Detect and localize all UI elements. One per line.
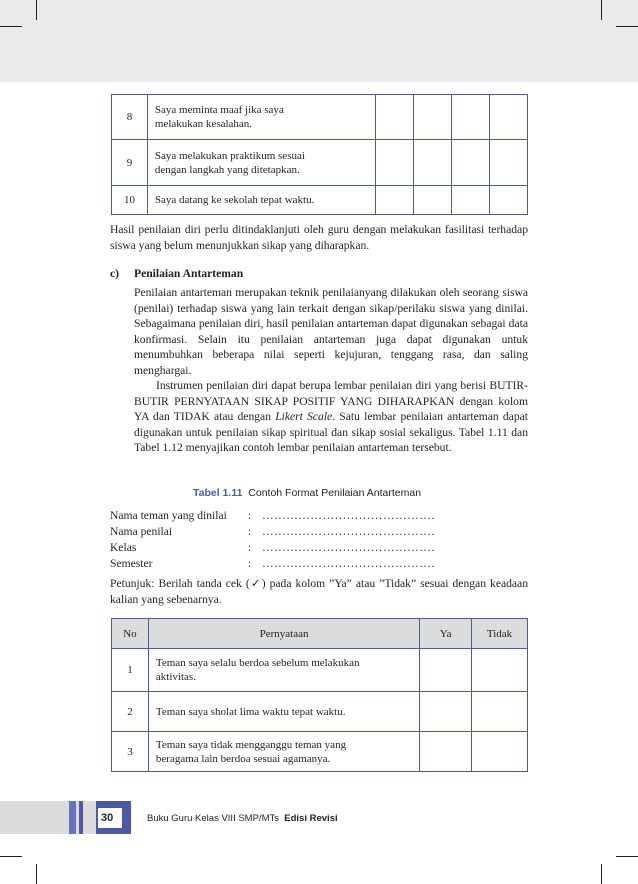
section-paragraph-1: Penilaian antarteman merupakan teknik penilaianyang dilakukan oleh seorang siswa (penilai) terhadap siswa yang lain terkait dengan sikap/perilaku siswa yang dinilai. Sebagaimana penilaian diri, hasil penilaian antarteman dapat digunakan sebagai data konfirmasi. Selain itu penilaian antarteman juga dapat digunakan untuk menumbuhkan beberapa nilai seperti kejujuran, tenggang rasa, dan saling menghargai. [134, 286, 528, 377]
field-colon: : [248, 557, 252, 570]
yes-checkbox-cell[interactable] [420, 649, 472, 692]
field-label-assessor: Nama penilai [110, 525, 173, 538]
checkbox-cell[interactable] [376, 140, 414, 186]
field-colon: : [248, 541, 252, 554]
field-label-semester: Semester [110, 557, 153, 570]
statement-cell: Saya melakukan praktikum sesuai dengan langkah yang ditetapkan. [147, 140, 375, 186]
row-number: 10 [112, 186, 148, 215]
statement-cell: Saya meminta maaf jika saya melakukan kesalahan. [147, 95, 375, 140]
header-no: No [112, 619, 149, 649]
field-dots[interactable]: ……………………………………. [262, 525, 435, 538]
statement-cell: Teman saya sholat lima waktu tepat waktu. [148, 692, 419, 732]
table-row [112, 732, 528, 772]
paragraph-text: Instrumen penilaian diri dapat berupa lembar penilaian diri yang berisi BUTIR-BUTIR PERNYATAAN SIKAP POSITIF YANG DIHARAPKAN dengan kolom YA dan TIDAK atau dengan [134, 379, 528, 424]
section-paragraph-2 [134, 378, 528, 456]
crop-mark [0, 26, 22, 27]
table-row [112, 140, 528, 186]
peer-assessment-table [111, 618, 528, 772]
instructions: Petunjuk: Berilah tanda cek (✓) pada kolom ”Ya” atau ”Tidak” sesuai dengan keadaan kalian yang sebenarnya. [110, 577, 528, 606]
likert-scale-term: Likert Scale [275, 410, 333, 424]
page-number: 30 [101, 812, 114, 824]
header-statement: Pernyataan [148, 619, 419, 649]
checkbox-cell[interactable] [490, 95, 528, 140]
no-checkbox-cell[interactable] [472, 732, 528, 772]
row-number: 3 [112, 732, 149, 772]
crop-mark [0, 856, 22, 857]
no-checkbox-cell[interactable] [472, 649, 528, 692]
field-dots[interactable]: ……………………………………. [262, 557, 435, 570]
checkbox-cell[interactable] [452, 140, 490, 186]
row-number: 9 [112, 140, 148, 186]
field-dots[interactable]: ……………………………………. [262, 509, 435, 522]
checkbox-cell[interactable] [376, 186, 414, 215]
crop-mark [616, 856, 638, 857]
checkbox-cell[interactable] [376, 95, 414, 140]
crop-mark [601, 864, 602, 884]
field-colon: : [248, 509, 252, 522]
self-assessment-table [111, 94, 528, 215]
no-checkbox-cell[interactable] [472, 692, 528, 732]
statement-cell: Teman saya selalu berdoa sebelum melakukan aktivitas. [148, 649, 419, 692]
crop-mark [601, 0, 602, 20]
crop-mark [36, 0, 37, 20]
table-caption [193, 487, 421, 499]
footer-accent-stripe [69, 801, 76, 834]
statement-cell: Saya datang ke sekolah tepat waktu. [147, 186, 375, 215]
top-margin-band [0, 0, 638, 82]
checkbox-cell[interactable] [490, 140, 528, 186]
yes-checkbox-cell[interactable] [420, 692, 472, 732]
intro-paragraph: Hasil penilaian diri perlu ditindaklanjuti oleh guru dengan melakukan fasilitasi terhadap siswa yang belum menunjukkan sikap yang diharapkan. [110, 223, 528, 252]
row-number: 8 [112, 95, 148, 140]
field-colon: : [248, 525, 252, 538]
field-label-class: Kelas [110, 541, 137, 554]
crop-mark [616, 26, 638, 27]
section-marker: c) [110, 267, 120, 280]
table-row [112, 95, 528, 140]
checkbox-cell[interactable] [490, 186, 528, 215]
table-row [112, 692, 528, 732]
field-dots[interactable]: ……………………………………. [262, 541, 435, 554]
caption-text: Contoh Format Penilaian Antarteman [248, 487, 422, 499]
checkbox-cell[interactable] [452, 95, 490, 140]
header-no-column: Tidak [472, 619, 528, 649]
table-row [112, 649, 528, 692]
checkbox-cell[interactable] [414, 140, 452, 186]
checkbox-cell[interactable] [414, 186, 452, 215]
caption-label: Tabel 1.11 [193, 487, 243, 499]
yes-checkbox-cell[interactable] [420, 732, 472, 772]
statement-cell: Teman saya tidak mengganggu teman yang beragama lain berdoa sesuai agamanya. [148, 732, 419, 772]
field-label-name-assessed: Nama teman yang dinilai [110, 509, 227, 522]
header-yes: Ya [420, 619, 472, 649]
row-number: 2 [112, 692, 149, 732]
section-title: Penilaian Antarteman [134, 267, 244, 280]
table-row [112, 186, 528, 215]
footer-accent-stripe [79, 801, 83, 834]
crop-mark [36, 864, 37, 884]
paragraph-text: . Satu lembar penilaian antarteman dapat digunakan untuk penilaian sikap spiritual dan sikap sosial sekaligus. Tabel 1.11 dan Tabel 1.12 menyajikan contoh lembar penilaian antarteman tersebut. [134, 410, 528, 455]
table-header-row [112, 619, 528, 649]
footer-title [147, 811, 338, 826]
edition-label: Edisi Revisi [284, 813, 338, 824]
book-title: Buku Guru Kelas VIII SMP/MTs [147, 813, 279, 824]
row-number: 1 [112, 649, 149, 692]
checkbox-cell[interactable] [414, 95, 452, 140]
checkbox-cell[interactable] [452, 186, 490, 215]
